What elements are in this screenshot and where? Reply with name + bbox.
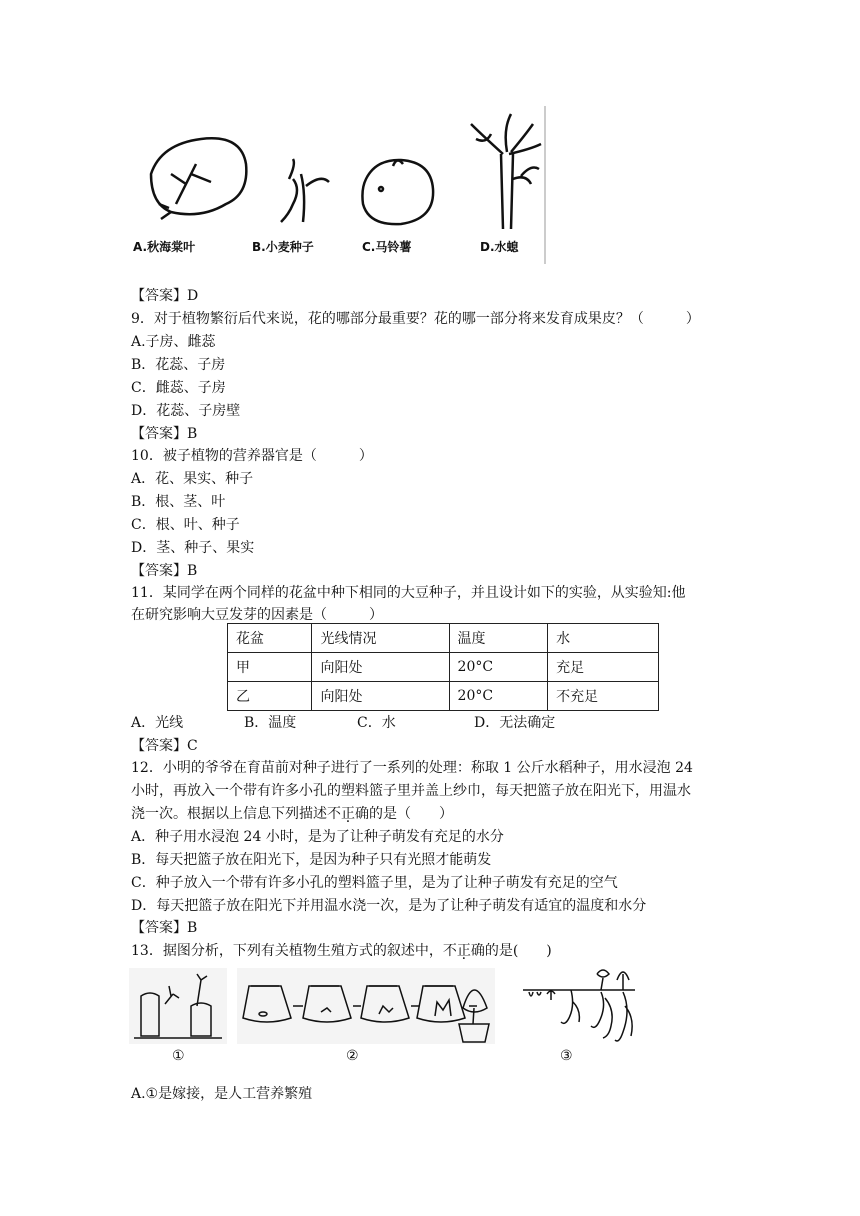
q12-stem-line2: 小时，再放入一个带有许多小孔的塑料篮子里并盖上纱巾，每天把篮子放在阳光下，用温水 xyxy=(131,783,691,799)
table-cell: 不充足 xyxy=(548,682,659,711)
q11-option-d: D．无法确定 xyxy=(474,715,556,731)
figure-label-1: ① xyxy=(172,1048,185,1064)
q11-stem-line2: 在研究影响大豆发芽的因素是（ ） xyxy=(131,607,383,623)
q12-stem-part2: 的是（ ） xyxy=(369,806,453,822)
q10-answer: 【答案】B xyxy=(131,563,198,579)
q12-option-c: C．种子放入一个带有许多小孔的塑料篮子里，是为了让种子萌发有充足的空气 xyxy=(131,875,618,891)
q13-stem-part1: 13．据图分析，下列有关植物生殖方式的叙述中， xyxy=(131,943,443,959)
q12-stem-line3 xyxy=(131,804,453,824)
q9-answer: 【答案】B xyxy=(131,426,198,442)
q11-option-c: C．水 xyxy=(357,715,396,731)
q9-option-a: A.子房、雌蕊 xyxy=(131,334,216,350)
answer-8: 【答案】D xyxy=(131,288,199,304)
q9-option-c: C．雌蕊、子房 xyxy=(131,380,226,396)
q12-emphasis: 不正确 xyxy=(327,806,369,822)
q11-option-b: B．温度 xyxy=(244,715,297,731)
begonia-leaf-drawing xyxy=(151,138,246,219)
q10-stem: 10．被子植物的营养器官是（ ） xyxy=(131,448,373,464)
q11-stem-line1: 11．某同学在两个同样的花盆中种下相同的大豆种子，并且设计如下的实验，从实验知:他 xyxy=(131,585,686,601)
q13-emphasis: 不正确 xyxy=(442,943,485,959)
q10-option-c: C．根、叶、种子 xyxy=(131,517,240,533)
table-header-cell: 光线情况 xyxy=(312,624,449,653)
experiment-table xyxy=(227,623,659,711)
table-row xyxy=(228,682,659,711)
q12-stem-line1: 12．小明的爷爷在育苗前对种子进行了一系列的处理：称取 1 公斤水稻种子，用水浸泡 24 xyxy=(131,760,693,776)
q12-stem-part1: 浇一次。根据以上信息下列描述 xyxy=(131,806,327,822)
figure-label-a: A.秋海棠叶 xyxy=(133,240,196,254)
figure-label-3: ③ xyxy=(560,1048,573,1064)
grafting-figure xyxy=(129,968,227,1044)
table-cell: 20°C xyxy=(449,682,548,711)
q9-option-b: B．花蕊、子房 xyxy=(131,357,226,373)
q9-stem: 9．对于植物繁衍后代来说，花的哪部分最重要？花的哪一部分将来发育成果皮？（ ） xyxy=(131,311,700,327)
hydra-drawing xyxy=(471,114,541,229)
figure-label-2: ② xyxy=(346,1048,359,1064)
q10-option-a: A．花、果实、种子 xyxy=(131,471,254,487)
q12-option-b: B．每天把篮子放在阳光下，是因为种子只有光照才能萌发 xyxy=(131,852,492,868)
table-header-row xyxy=(228,624,659,653)
table-header-cell: 温度 xyxy=(449,624,548,653)
q10-option-b: B．根、茎、叶 xyxy=(131,494,226,510)
table-header-cell: 花盆 xyxy=(228,624,312,653)
q11-answer: 【答案】C xyxy=(131,738,198,754)
table-cell: 充足 xyxy=(548,653,659,682)
figure-label-c: C.马铃薯 xyxy=(362,240,412,254)
figure-label-d: D.水螅 xyxy=(480,240,519,254)
figure-label-b: B.小麦种子 xyxy=(252,240,314,254)
q13-stem xyxy=(131,941,552,961)
q10-option-d: D．茎、种子、果实 xyxy=(131,540,255,556)
table-cell: 20°C xyxy=(449,653,548,682)
q12-answer: 【答案】B xyxy=(131,920,198,936)
q13-stem-part2: 的是( ) xyxy=(484,943,552,959)
q12-option-a: A．种子用水浸泡 24 小时，是为了让种子萌发有充足的水分 xyxy=(131,829,504,845)
q13-option-a: A.①是嫁接，是人工营养繁殖 xyxy=(131,1086,313,1102)
tissue-culture-figure xyxy=(237,968,495,1044)
q9-option-d: D．花蕊、子房壁 xyxy=(131,403,241,419)
table-row xyxy=(228,653,659,682)
table-cell: 乙 xyxy=(228,682,312,711)
wheat-seed-drawing xyxy=(281,159,329,222)
sweet-potato-figure xyxy=(523,966,635,1048)
table-cell: 向阳处 xyxy=(312,682,449,711)
q12-option-d: D．每天把篮子放在阳光下并用温水浇一次，是为了让种子萌发有适宜的温度和水分 xyxy=(131,898,647,914)
potato-drawing xyxy=(362,160,433,224)
q11-option-a: A．光线 xyxy=(131,715,184,731)
table-cell: 甲 xyxy=(228,653,312,682)
table-header-cell: 水 xyxy=(548,624,659,653)
table-cell: 向阳处 xyxy=(312,653,449,682)
